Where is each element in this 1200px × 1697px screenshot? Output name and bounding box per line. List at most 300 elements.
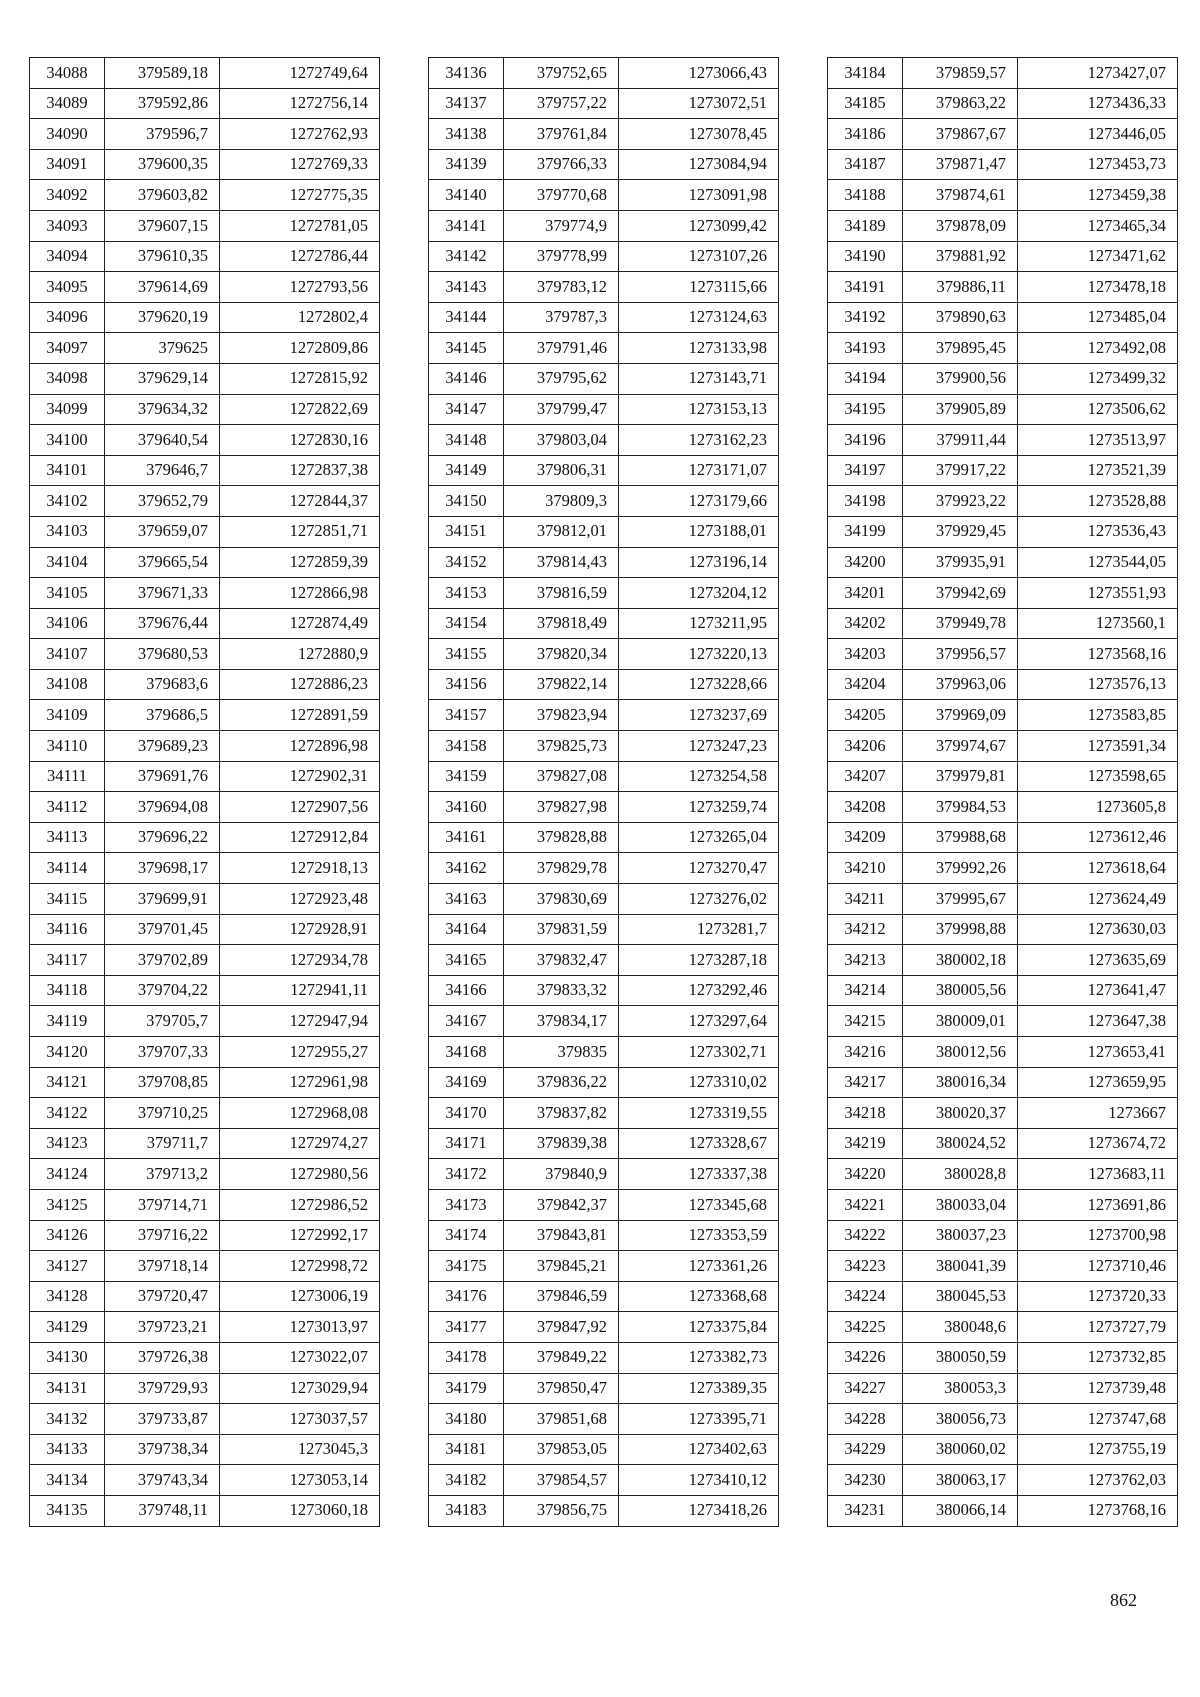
x-coordinate-cell: 379676,44 xyxy=(105,608,220,639)
table-row xyxy=(429,486,779,517)
x-coordinate-cell: 379816,59 xyxy=(504,578,619,609)
table-row xyxy=(30,1189,380,1220)
point-number-cell: 34130 xyxy=(30,1342,105,1373)
x-coordinate-cell: 380037,23 xyxy=(903,1220,1018,1251)
table-row xyxy=(828,945,1178,976)
x-coordinate-cell: 379917,22 xyxy=(903,455,1018,486)
table-row xyxy=(429,884,779,915)
y-coordinate-cell: 1273107,26 xyxy=(619,241,779,272)
table-row xyxy=(30,975,380,1006)
y-coordinate-cell: 1273072,51 xyxy=(619,88,779,119)
y-coordinate-cell: 1273485,04 xyxy=(1018,302,1178,333)
y-coordinate-cell: 1272980,56 xyxy=(220,1159,380,1190)
x-coordinate-cell: 379799,47 xyxy=(504,394,619,425)
x-coordinate-cell: 379702,89 xyxy=(105,945,220,976)
point-number-cell: 34189 xyxy=(828,210,903,241)
table-row xyxy=(828,1189,1178,1220)
y-coordinate-cell: 1272815,92 xyxy=(220,363,380,394)
x-coordinate-cell: 380048,6 xyxy=(903,1312,1018,1343)
point-number-cell: 34214 xyxy=(828,975,903,1006)
y-coordinate-cell: 1272928,91 xyxy=(220,914,380,945)
point-number-cell: 34103 xyxy=(30,516,105,547)
x-coordinate-cell: 379843,81 xyxy=(504,1220,619,1251)
point-number-cell: 34127 xyxy=(30,1251,105,1282)
x-coordinate-cell: 379839,38 xyxy=(504,1128,619,1159)
y-coordinate-cell: 1272874,49 xyxy=(220,608,380,639)
table-row xyxy=(30,945,380,976)
point-number-cell: 34227 xyxy=(828,1373,903,1404)
point-number-cell: 34212 xyxy=(828,914,903,945)
point-number-cell: 34200 xyxy=(828,547,903,578)
table-row xyxy=(30,1281,380,1312)
point-number-cell: 34170 xyxy=(429,1098,504,1129)
y-coordinate-cell: 1273353,59 xyxy=(619,1220,779,1251)
point-number-cell: 34208 xyxy=(828,792,903,823)
point-number-cell: 34111 xyxy=(30,761,105,792)
x-coordinate-cell: 379831,59 xyxy=(504,914,619,945)
x-coordinate-cell: 379634,32 xyxy=(105,394,220,425)
coordinate-table-3 xyxy=(827,57,1178,1527)
point-number-cell: 34194 xyxy=(828,363,903,394)
point-number-cell: 34171 xyxy=(429,1128,504,1159)
x-coordinate-cell: 379923,22 xyxy=(903,486,1018,517)
table-row xyxy=(30,425,380,456)
table-row xyxy=(828,1434,1178,1465)
table-row xyxy=(30,149,380,180)
point-number-cell: 34100 xyxy=(30,425,105,456)
x-coordinate-cell: 380066,14 xyxy=(903,1495,1018,1526)
point-number-cell: 34215 xyxy=(828,1006,903,1037)
point-number-cell: 34186 xyxy=(828,119,903,150)
x-coordinate-cell: 379614,69 xyxy=(105,272,220,303)
y-coordinate-cell: 1273084,94 xyxy=(619,149,779,180)
x-coordinate-cell: 379895,45 xyxy=(903,333,1018,364)
point-number-cell: 34110 xyxy=(30,731,105,762)
y-coordinate-cell: 1273188,01 xyxy=(619,516,779,547)
point-number-cell: 34155 xyxy=(429,639,504,670)
x-coordinate-cell: 379969,09 xyxy=(903,700,1018,731)
x-coordinate-cell: 379694,08 xyxy=(105,792,220,823)
table-row xyxy=(30,210,380,241)
point-number-cell: 34172 xyxy=(429,1159,504,1190)
table-row xyxy=(828,1495,1178,1526)
point-number-cell: 34191 xyxy=(828,272,903,303)
point-number-cell: 34216 xyxy=(828,1037,903,1068)
x-coordinate-cell: 379911,44 xyxy=(903,425,1018,456)
table-row xyxy=(429,302,779,333)
y-coordinate-cell: 1273237,69 xyxy=(619,700,779,731)
table-row xyxy=(828,455,1178,486)
table-row xyxy=(828,884,1178,915)
x-coordinate-cell: 379822,14 xyxy=(504,669,619,700)
y-coordinate-cell: 1273171,07 xyxy=(619,455,779,486)
x-coordinate-cell: 379846,59 xyxy=(504,1281,619,1312)
point-number-cell: 34114 xyxy=(30,853,105,884)
table-row xyxy=(429,241,779,272)
point-number-cell: 34096 xyxy=(30,302,105,333)
y-coordinate-cell: 1273459,38 xyxy=(1018,180,1178,211)
x-coordinate-cell: 379707,33 xyxy=(105,1037,220,1068)
y-coordinate-cell: 1273418,26 xyxy=(619,1495,779,1526)
y-coordinate-cell: 1272986,52 xyxy=(220,1189,380,1220)
table-row xyxy=(429,88,779,119)
y-coordinate-cell: 1272907,56 xyxy=(220,792,380,823)
table-row xyxy=(828,1465,1178,1496)
x-coordinate-cell: 379701,45 xyxy=(105,914,220,945)
x-coordinate-cell: 379835 xyxy=(504,1037,619,1068)
y-coordinate-cell: 1273368,68 xyxy=(619,1281,779,1312)
x-coordinate-cell: 379705,7 xyxy=(105,1006,220,1037)
x-coordinate-cell: 380012,56 xyxy=(903,1037,1018,1068)
y-coordinate-cell: 1273513,97 xyxy=(1018,425,1178,456)
point-number-cell: 34183 xyxy=(429,1495,504,1526)
point-number-cell: 34223 xyxy=(828,1251,903,1282)
x-coordinate-cell: 380060,02 xyxy=(903,1434,1018,1465)
coordinate-table-2 xyxy=(428,57,779,1527)
y-coordinate-cell: 1273630,03 xyxy=(1018,914,1178,945)
x-coordinate-cell: 380053,3 xyxy=(903,1373,1018,1404)
y-coordinate-cell: 1273297,64 xyxy=(619,1006,779,1037)
table-row xyxy=(429,1312,779,1343)
x-coordinate-cell: 380045,53 xyxy=(903,1281,1018,1312)
table-row xyxy=(30,180,380,211)
x-coordinate-cell: 379757,22 xyxy=(504,88,619,119)
table-row xyxy=(828,180,1178,211)
point-number-cell: 34230 xyxy=(828,1465,903,1496)
y-coordinate-cell: 1272955,27 xyxy=(220,1037,380,1068)
point-number-cell: 34182 xyxy=(429,1465,504,1496)
y-coordinate-cell: 1273124,63 xyxy=(619,302,779,333)
table-row xyxy=(429,731,779,762)
table-row xyxy=(828,363,1178,394)
x-coordinate-cell: 379809,3 xyxy=(504,486,619,517)
point-number-cell: 34144 xyxy=(429,302,504,333)
table-row xyxy=(30,394,380,425)
x-coordinate-cell: 379833,32 xyxy=(504,975,619,1006)
point-number-cell: 34116 xyxy=(30,914,105,945)
table-row xyxy=(828,1159,1178,1190)
x-coordinate-cell: 379783,12 xyxy=(504,272,619,303)
point-number-cell: 34229 xyxy=(828,1434,903,1465)
x-coordinate-cell: 379812,01 xyxy=(504,516,619,547)
x-coordinate-cell: 380063,17 xyxy=(903,1465,1018,1496)
x-coordinate-cell: 379720,47 xyxy=(105,1281,220,1312)
x-coordinate-cell: 380009,01 xyxy=(903,1006,1018,1037)
y-coordinate-cell: 1272793,56 xyxy=(220,272,380,303)
x-coordinate-cell: 379691,76 xyxy=(105,761,220,792)
point-number-cell: 34205 xyxy=(828,700,903,731)
y-coordinate-cell: 1272756,14 xyxy=(220,88,380,119)
x-coordinate-cell: 380002,18 xyxy=(903,945,1018,976)
x-coordinate-cell: 379890,63 xyxy=(903,302,1018,333)
x-coordinate-cell: 379886,11 xyxy=(903,272,1018,303)
y-coordinate-cell: 1272886,23 xyxy=(220,669,380,700)
table-row xyxy=(828,1128,1178,1159)
point-number-cell: 34224 xyxy=(828,1281,903,1312)
y-coordinate-cell: 1272786,44 xyxy=(220,241,380,272)
point-number-cell: 34137 xyxy=(429,88,504,119)
x-coordinate-cell: 379607,15 xyxy=(105,210,220,241)
y-coordinate-cell: 1273078,45 xyxy=(619,119,779,150)
y-coordinate-cell: 1273453,73 xyxy=(1018,149,1178,180)
y-coordinate-cell: 1272947,94 xyxy=(220,1006,380,1037)
y-coordinate-cell: 1272961,98 xyxy=(220,1067,380,1098)
y-coordinate-cell: 1272896,98 xyxy=(220,731,380,762)
y-coordinate-cell: 1273006,19 xyxy=(220,1281,380,1312)
table-row xyxy=(828,914,1178,945)
table-row xyxy=(429,516,779,547)
y-coordinate-cell: 1273115,66 xyxy=(619,272,779,303)
point-number-cell: 34181 xyxy=(429,1434,504,1465)
table-row xyxy=(429,761,779,792)
x-coordinate-cell: 379859,57 xyxy=(903,58,1018,89)
table-row xyxy=(429,1220,779,1251)
table-row xyxy=(429,119,779,150)
y-coordinate-cell: 1272941,11 xyxy=(220,975,380,1006)
y-coordinate-cell: 1273732,85 xyxy=(1018,1342,1178,1373)
table-row xyxy=(30,761,380,792)
y-coordinate-cell: 1272830,16 xyxy=(220,425,380,456)
point-number-cell: 34139 xyxy=(429,149,504,180)
x-coordinate-cell: 379929,45 xyxy=(903,516,1018,547)
y-coordinate-cell: 1272880,9 xyxy=(220,639,380,670)
point-number-cell: 34107 xyxy=(30,639,105,670)
y-coordinate-cell: 1273099,42 xyxy=(619,210,779,241)
x-coordinate-cell: 379847,92 xyxy=(504,1312,619,1343)
y-coordinate-cell: 1273179,66 xyxy=(619,486,779,517)
y-coordinate-cell: 1273196,14 xyxy=(619,547,779,578)
y-coordinate-cell: 1273576,13 xyxy=(1018,669,1178,700)
table-row xyxy=(30,669,380,700)
table-row xyxy=(429,1251,779,1282)
table-row xyxy=(828,822,1178,853)
table-row xyxy=(429,914,779,945)
x-coordinate-cell: 380005,56 xyxy=(903,975,1018,1006)
y-coordinate-cell: 1273389,35 xyxy=(619,1373,779,1404)
point-number-cell: 34173 xyxy=(429,1189,504,1220)
point-number-cell: 34092 xyxy=(30,180,105,211)
table-row xyxy=(30,1404,380,1435)
y-coordinate-cell: 1273029,94 xyxy=(220,1373,380,1404)
y-coordinate-cell: 1273013,97 xyxy=(220,1312,380,1343)
y-coordinate-cell: 1273768,16 xyxy=(1018,1495,1178,1526)
point-number-cell: 34219 xyxy=(828,1128,903,1159)
x-coordinate-cell: 379827,98 xyxy=(504,792,619,823)
point-number-cell: 34221 xyxy=(828,1189,903,1220)
table-row xyxy=(828,516,1178,547)
table-row xyxy=(828,1006,1178,1037)
x-coordinate-cell: 380056,73 xyxy=(903,1404,1018,1435)
table-row xyxy=(429,1434,779,1465)
point-number-cell: 34162 xyxy=(429,853,504,884)
table-row xyxy=(429,1098,779,1129)
y-coordinate-cell: 1273618,64 xyxy=(1018,853,1178,884)
y-coordinate-cell: 1273544,05 xyxy=(1018,547,1178,578)
y-coordinate-cell: 1273710,46 xyxy=(1018,1251,1178,1282)
y-coordinate-cell: 1273270,47 xyxy=(619,853,779,884)
table-row xyxy=(429,639,779,670)
y-coordinate-cell: 1273446,05 xyxy=(1018,119,1178,150)
y-coordinate-cell: 1272809,86 xyxy=(220,333,380,364)
point-number-cell: 34120 xyxy=(30,1037,105,1068)
x-coordinate-cell: 379718,14 xyxy=(105,1251,220,1282)
x-coordinate-cell: 379774,9 xyxy=(504,210,619,241)
x-coordinate-cell: 379625 xyxy=(105,333,220,364)
point-number-cell: 34197 xyxy=(828,455,903,486)
y-coordinate-cell: 1273691,86 xyxy=(1018,1189,1178,1220)
table-row xyxy=(30,58,380,89)
table-row xyxy=(828,792,1178,823)
point-number-cell: 34203 xyxy=(828,639,903,670)
y-coordinate-cell: 1273568,16 xyxy=(1018,639,1178,670)
y-coordinate-cell: 1273410,12 xyxy=(619,1465,779,1496)
x-coordinate-cell: 379766,33 xyxy=(504,149,619,180)
table-row xyxy=(30,822,380,853)
table-row xyxy=(429,363,779,394)
y-coordinate-cell: 1273292,46 xyxy=(619,975,779,1006)
point-number-cell: 34201 xyxy=(828,578,903,609)
y-coordinate-cell: 1272923,48 xyxy=(220,884,380,915)
y-coordinate-cell: 1273265,04 xyxy=(619,822,779,853)
y-coordinate-cell: 1273465,34 xyxy=(1018,210,1178,241)
x-coordinate-cell: 379640,54 xyxy=(105,425,220,456)
y-coordinate-cell: 1273143,71 xyxy=(619,363,779,394)
table-row xyxy=(30,1495,380,1526)
point-number-cell: 34136 xyxy=(429,58,504,89)
y-coordinate-cell: 1273727,79 xyxy=(1018,1312,1178,1343)
y-coordinate-cell: 1273560,1 xyxy=(1018,608,1178,639)
table-row xyxy=(429,1281,779,1312)
x-coordinate-cell: 379671,33 xyxy=(105,578,220,609)
table-row xyxy=(30,1128,380,1159)
y-coordinate-cell: 1273287,18 xyxy=(619,945,779,976)
point-number-cell: 34146 xyxy=(429,363,504,394)
x-coordinate-cell: 379713,2 xyxy=(105,1159,220,1190)
table-row xyxy=(429,272,779,303)
y-coordinate-cell: 1273204,12 xyxy=(619,578,779,609)
x-coordinate-cell: 380033,04 xyxy=(903,1189,1018,1220)
x-coordinate-cell: 379834,17 xyxy=(504,1006,619,1037)
table-row xyxy=(828,1373,1178,1404)
y-coordinate-cell: 1273635,69 xyxy=(1018,945,1178,976)
x-coordinate-cell: 380020,37 xyxy=(903,1098,1018,1129)
point-number-cell: 34104 xyxy=(30,547,105,578)
table-row xyxy=(30,1465,380,1496)
x-coordinate-cell: 379726,38 xyxy=(105,1342,220,1373)
point-number-cell: 34160 xyxy=(429,792,504,823)
point-number-cell: 34158 xyxy=(429,731,504,762)
y-coordinate-cell: 1273762,03 xyxy=(1018,1465,1178,1496)
x-coordinate-cell: 379600,35 xyxy=(105,149,220,180)
table-row xyxy=(30,516,380,547)
x-coordinate-cell: 379714,71 xyxy=(105,1189,220,1220)
table-row xyxy=(30,639,380,670)
y-coordinate-cell: 1273478,18 xyxy=(1018,272,1178,303)
table-row xyxy=(30,853,380,884)
point-number-cell: 34099 xyxy=(30,394,105,425)
x-coordinate-cell: 379849,22 xyxy=(504,1342,619,1373)
point-number-cell: 34152 xyxy=(429,547,504,578)
point-number-cell: 34089 xyxy=(30,88,105,119)
y-coordinate-cell: 1273382,73 xyxy=(619,1342,779,1373)
table-row xyxy=(30,363,380,394)
y-coordinate-cell: 1272974,27 xyxy=(220,1128,380,1159)
table-row xyxy=(828,486,1178,517)
table-row xyxy=(828,333,1178,364)
point-number-cell: 34088 xyxy=(30,58,105,89)
y-coordinate-cell: 1273436,33 xyxy=(1018,88,1178,119)
point-number-cell: 34213 xyxy=(828,945,903,976)
table-row xyxy=(30,1220,380,1251)
table-row xyxy=(828,119,1178,150)
point-number-cell: 34109 xyxy=(30,700,105,731)
point-number-cell: 34210 xyxy=(828,853,903,884)
point-number-cell: 34132 xyxy=(30,1404,105,1435)
table-row xyxy=(429,669,779,700)
x-coordinate-cell: 379729,93 xyxy=(105,1373,220,1404)
x-coordinate-cell: 379935,91 xyxy=(903,547,1018,578)
point-number-cell: 34140 xyxy=(429,180,504,211)
point-number-cell: 34178 xyxy=(429,1342,504,1373)
x-coordinate-cell: 379956,57 xyxy=(903,639,1018,670)
x-coordinate-cell: 379699,91 xyxy=(105,884,220,915)
point-number-cell: 34184 xyxy=(828,58,903,89)
table-row xyxy=(30,486,380,517)
point-number-cell: 34147 xyxy=(429,394,504,425)
y-coordinate-cell: 1272775,35 xyxy=(220,180,380,211)
table-row xyxy=(429,822,779,853)
y-coordinate-cell: 1272844,37 xyxy=(220,486,380,517)
y-coordinate-cell: 1273551,93 xyxy=(1018,578,1178,609)
y-coordinate-cell: 1273471,62 xyxy=(1018,241,1178,272)
table-row xyxy=(429,608,779,639)
table-row xyxy=(30,1251,380,1282)
table-row xyxy=(828,1220,1178,1251)
table-row xyxy=(429,1404,779,1435)
point-number-cell: 34128 xyxy=(30,1281,105,1312)
x-coordinate-cell: 379610,35 xyxy=(105,241,220,272)
x-coordinate-cell: 379828,88 xyxy=(504,822,619,853)
point-number-cell: 34123 xyxy=(30,1128,105,1159)
point-number-cell: 34157 xyxy=(429,700,504,731)
y-coordinate-cell: 1273700,98 xyxy=(1018,1220,1178,1251)
point-number-cell: 34161 xyxy=(429,822,504,853)
table-row xyxy=(828,547,1178,578)
point-number-cell: 34119 xyxy=(30,1006,105,1037)
y-coordinate-cell: 1273402,63 xyxy=(619,1434,779,1465)
y-coordinate-cell: 1273521,39 xyxy=(1018,455,1178,486)
x-coordinate-cell: 379652,79 xyxy=(105,486,220,517)
point-number-cell: 34226 xyxy=(828,1342,903,1373)
x-coordinate-cell: 379863,22 xyxy=(903,88,1018,119)
table-row xyxy=(30,1342,380,1373)
point-number-cell: 34125 xyxy=(30,1189,105,1220)
point-number-cell: 34121 xyxy=(30,1067,105,1098)
table-row xyxy=(30,547,380,578)
y-coordinate-cell: 1273281,7 xyxy=(619,914,779,945)
point-number-cell: 34138 xyxy=(429,119,504,150)
y-coordinate-cell: 1272934,78 xyxy=(220,945,380,976)
point-number-cell: 34102 xyxy=(30,486,105,517)
x-coordinate-cell: 379988,68 xyxy=(903,822,1018,853)
point-number-cell: 34163 xyxy=(429,884,504,915)
x-coordinate-cell: 379665,54 xyxy=(105,547,220,578)
y-coordinate-cell: 1273022,07 xyxy=(220,1342,380,1373)
x-coordinate-cell: 379992,26 xyxy=(903,853,1018,884)
x-coordinate-cell: 379867,67 xyxy=(903,119,1018,150)
table-row xyxy=(828,1281,1178,1312)
y-coordinate-cell: 1273641,47 xyxy=(1018,975,1178,1006)
